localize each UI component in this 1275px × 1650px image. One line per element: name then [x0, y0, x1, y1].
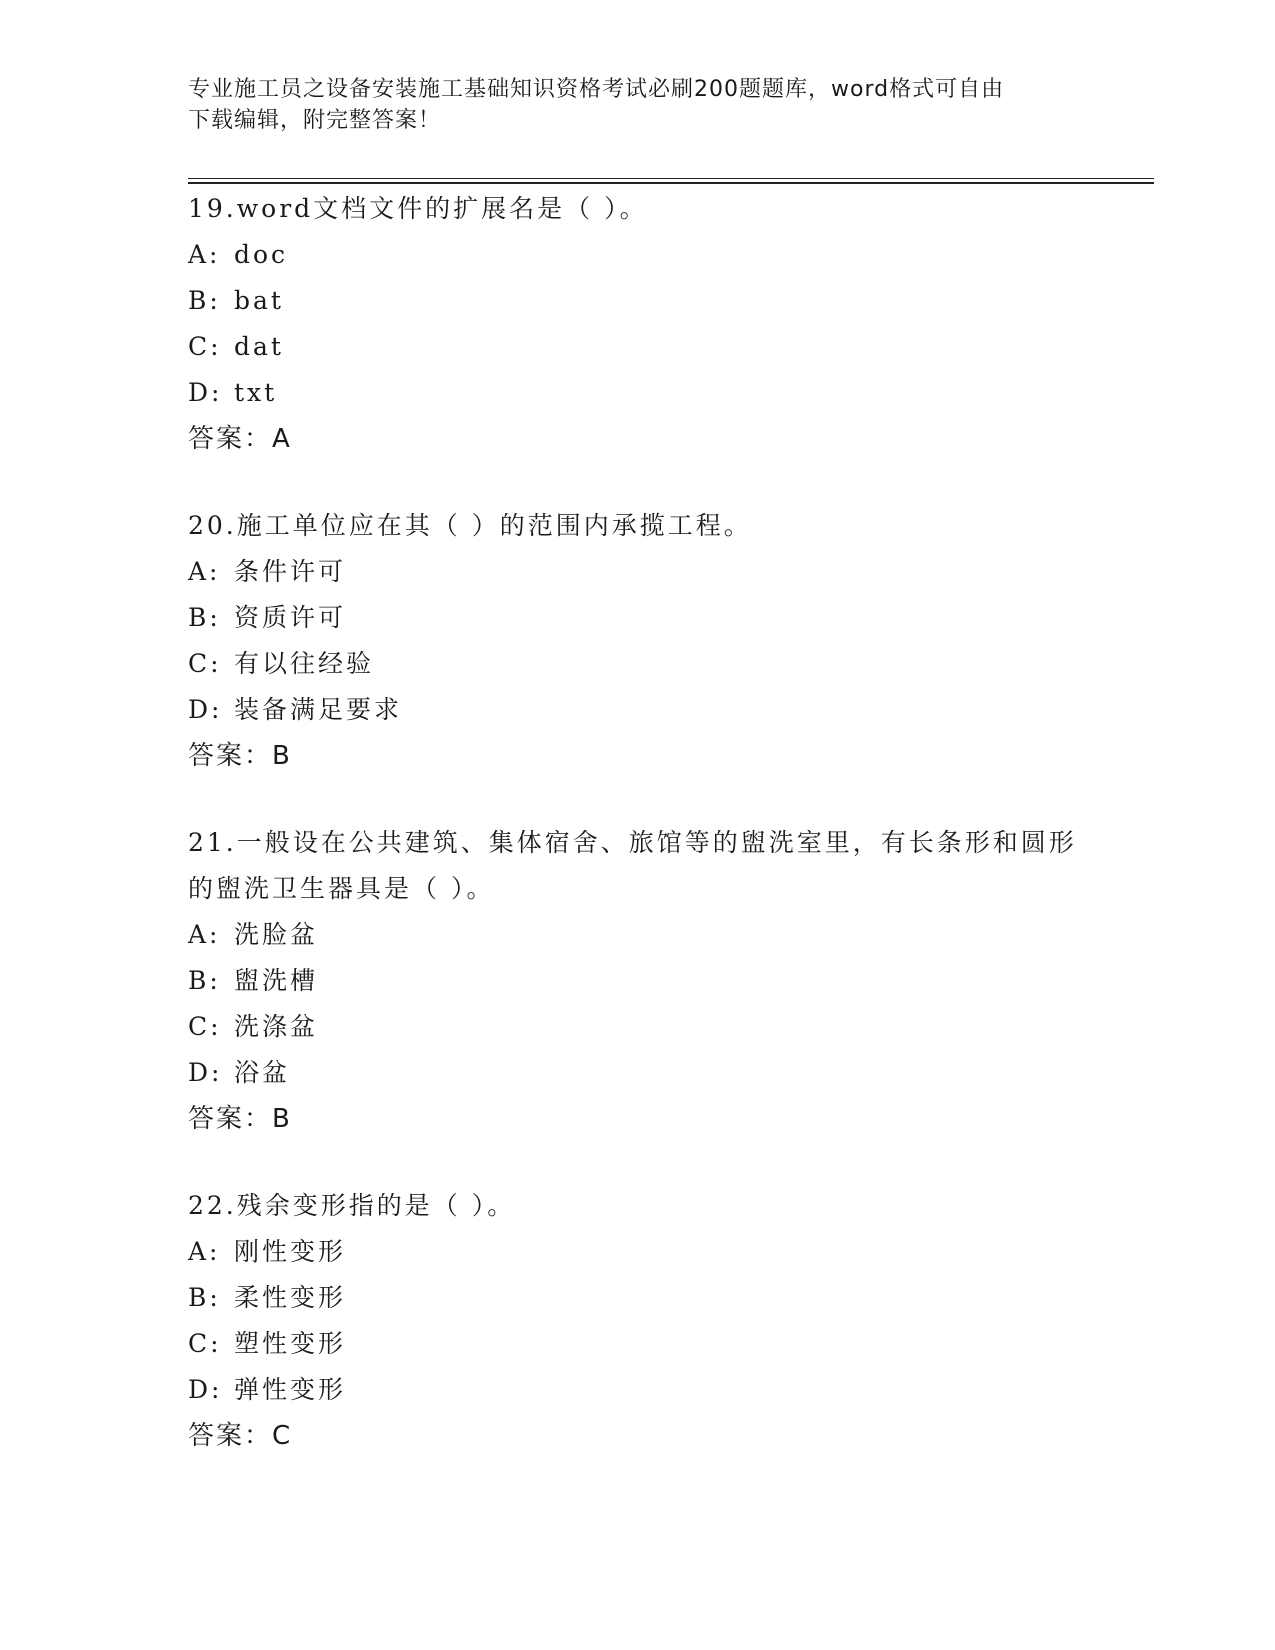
question-list — [188, 186, 1088, 1500]
option-b — [188, 595, 1088, 641]
option-letter: D: — [188, 378, 223, 407]
option-text: 塑性变形 — [234, 1329, 347, 1358]
option-letter: A: — [188, 240, 221, 269]
option-b — [188, 278, 1088, 324]
option-c — [188, 1321, 1088, 1367]
question-19 — [188, 186, 1088, 462]
header-line-1: 专业施工员之设备安装施工基础知识资格考试必刷200题题库，word格式可自由 — [188, 77, 1005, 102]
option-letter: D: — [188, 1058, 223, 1087]
header-line-2: 下载编辑，附完整答案！ — [188, 108, 442, 133]
header-divider-thick — [188, 182, 1154, 184]
document-header — [188, 74, 1088, 136]
option-d — [188, 1367, 1088, 1413]
option-d — [188, 1050, 1088, 1096]
option-letter: C: — [188, 649, 222, 678]
option-text: 条件许可 — [234, 557, 347, 586]
header-divider-thin — [188, 178, 1154, 179]
option-letter: A: — [188, 1237, 221, 1266]
option-d — [188, 687, 1088, 733]
option-text: 有以往经验 — [234, 649, 375, 678]
option-letter: D: — [188, 1375, 223, 1404]
question-21 — [188, 820, 1088, 1142]
option-text: 弹性变形 — [234, 1375, 347, 1404]
option-letter: A: — [188, 557, 221, 586]
option-d — [188, 370, 1088, 416]
option-a — [188, 232, 1088, 278]
option-text: 洗涤盆 — [234, 1012, 319, 1041]
option-a — [188, 549, 1088, 595]
option-letter: C: — [188, 1012, 222, 1041]
option-text: 装备满足要求 — [234, 695, 403, 724]
question-20 — [188, 503, 1088, 779]
question-stem: 19.word文档文件的扩展名是（ ）。 — [188, 194, 648, 223]
option-text: 刚性变形 — [234, 1237, 347, 1266]
answer-line: 答案：C — [188, 1421, 293, 1451]
question-stem: 20.施工单位应在其（ ）的范围内承揽工程。 — [188, 511, 752, 540]
answer-line: 答案：B — [188, 741, 292, 771]
option-letter: A: — [188, 920, 221, 949]
answer-line: 答案：A — [188, 424, 292, 454]
option-c — [188, 324, 1088, 370]
option-text: bat — [234, 286, 284, 315]
option-letter: C: — [188, 332, 222, 361]
question-stem: 21.一般设在公共建筑、集体宿舍、旅馆等的盥洗室里，有长条形和圆形的盥洗卫生器具是（ ）。 — [188, 828, 1077, 903]
option-letter: B: — [188, 966, 221, 995]
option-text: 资质许可 — [234, 603, 347, 632]
option-text: doc — [234, 240, 289, 269]
option-letter: B: — [188, 603, 221, 632]
option-text: dat — [234, 332, 284, 361]
option-text: txt — [234, 378, 278, 407]
option-letter: B: — [188, 286, 221, 315]
question-stem: 22.残余变形指的是（ ）。 — [188, 1191, 516, 1220]
option-b — [188, 1275, 1088, 1321]
option-text: 柔性变形 — [234, 1283, 347, 1312]
question-22 — [188, 1183, 1088, 1459]
option-letter: D: — [188, 695, 223, 724]
option-letter: B: — [188, 1283, 221, 1312]
option-c — [188, 1004, 1088, 1050]
answer-line: 答案：B — [188, 1104, 292, 1134]
option-a — [188, 912, 1088, 958]
option-text: 浴盆 — [234, 1058, 291, 1087]
option-a — [188, 1229, 1088, 1275]
option-b — [188, 958, 1088, 1004]
option-c — [188, 641, 1088, 687]
option-text: 盥洗槽 — [234, 966, 319, 995]
option-text: 洗脸盆 — [234, 920, 319, 949]
option-letter: C: — [188, 1329, 222, 1358]
